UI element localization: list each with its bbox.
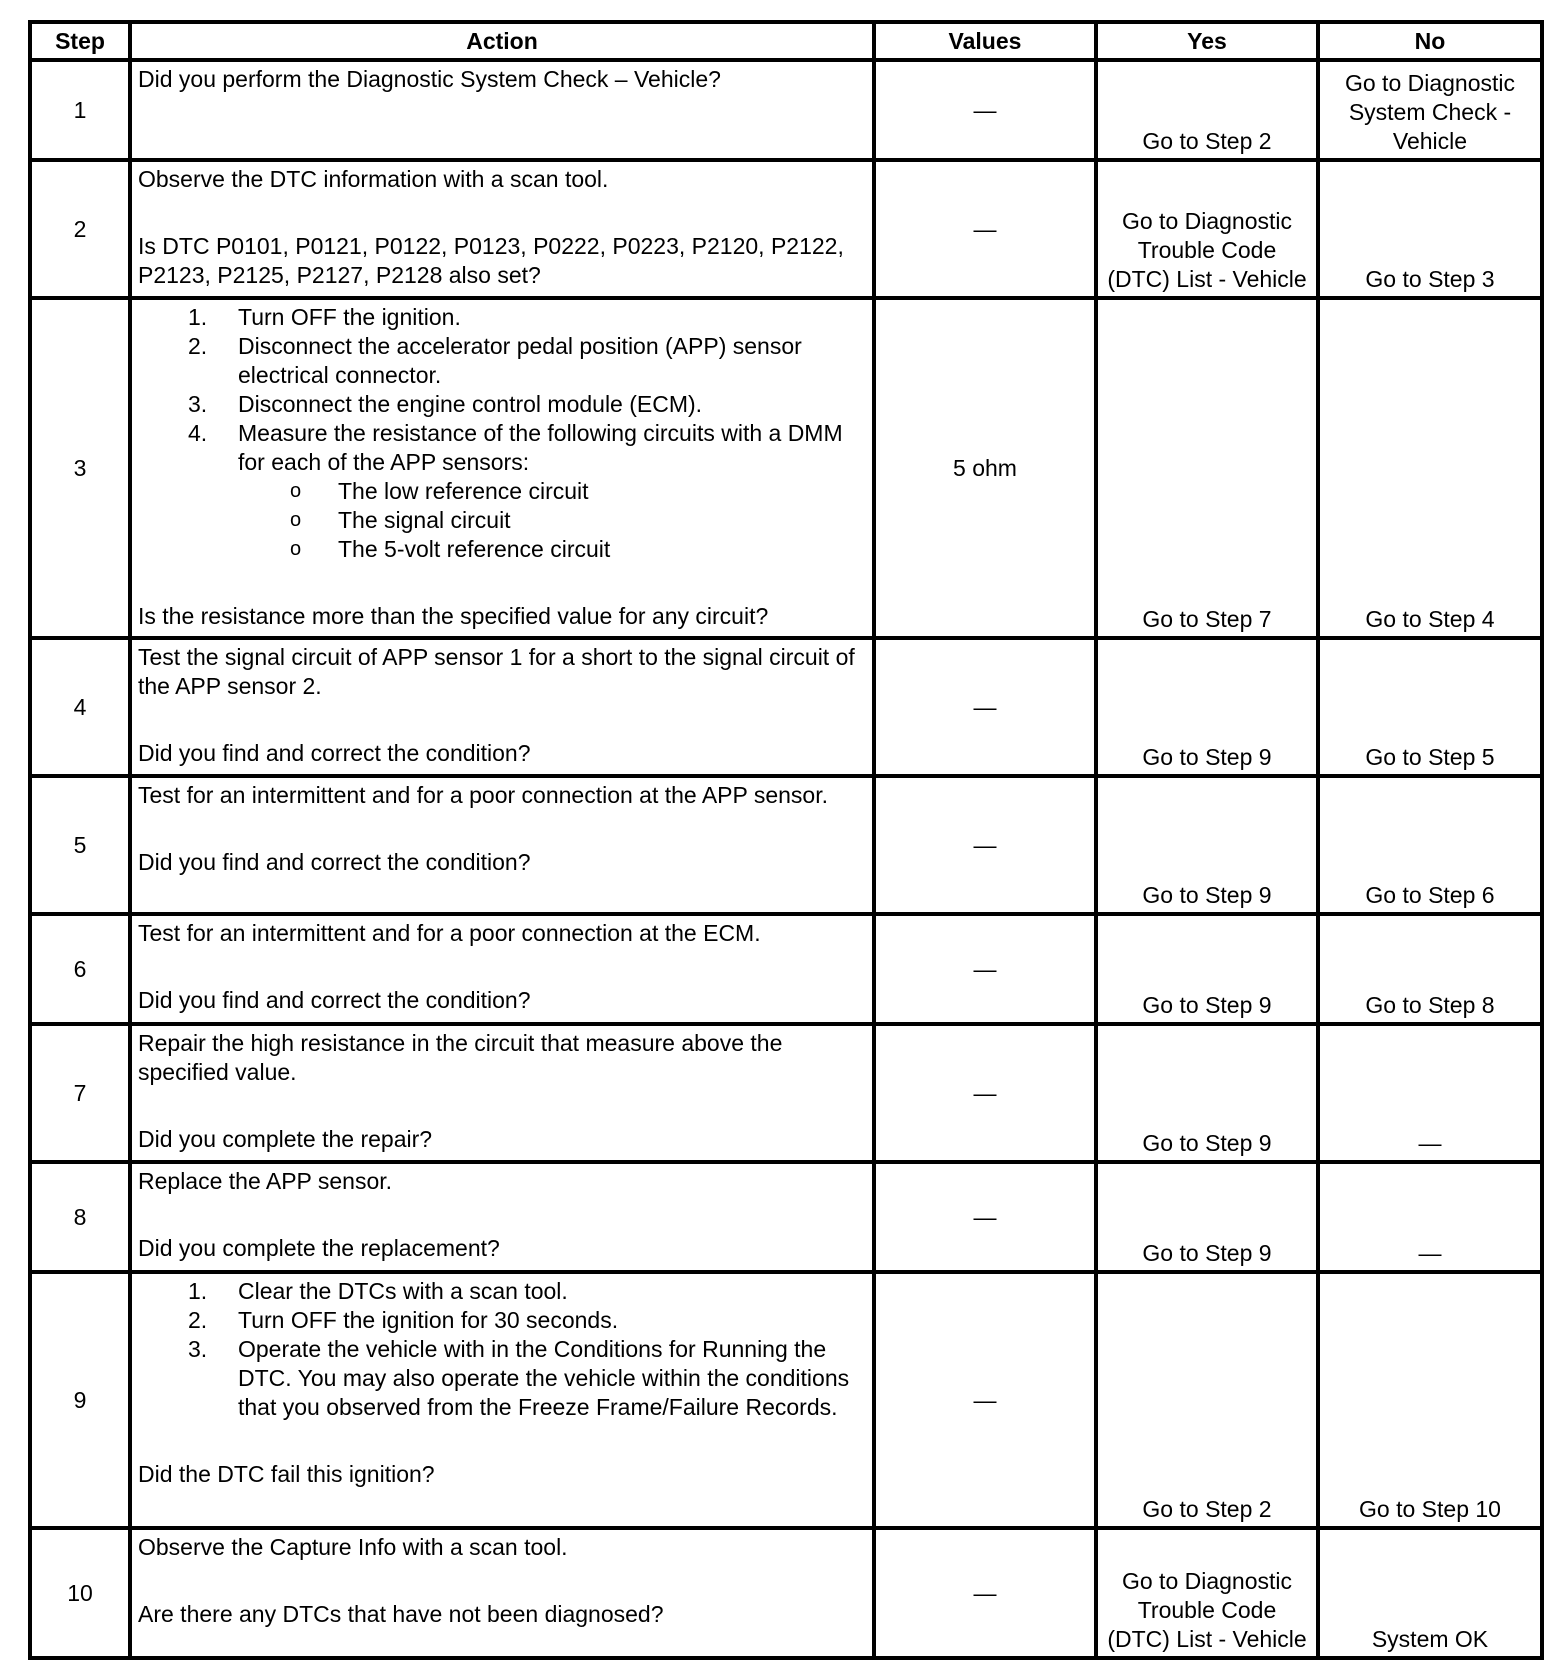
step-number: 9 (30, 1272, 130, 1528)
step-number: 1 (30, 60, 130, 160)
yes-cell: Go to Step 7 (1096, 298, 1318, 638)
action-text: Test for an intermittent and for a poor connection at the APP sensor. (138, 782, 828, 808)
table-row (30, 1272, 1542, 1528)
action-question: Are there any DTCs that have not been diagnosed? (138, 1601, 664, 1627)
yes-cell: Go to Step 9 (1096, 914, 1318, 1024)
yes-cell: Go to Step 9 (1096, 776, 1318, 914)
step-number: 5 (30, 776, 130, 914)
action-cell (130, 914, 874, 1024)
step-number: 2 (30, 160, 130, 298)
list-item: 4. Measure the resistance of the following circuits with a DMM for each of the APP sensors: (188, 420, 843, 475)
table-row (30, 1162, 1542, 1272)
bullet-icon: o (290, 480, 302, 502)
table-row (30, 60, 1542, 160)
table-row (30, 1024, 1542, 1162)
yes-cell: Go to Diagnostic Trouble Code (DTC) List - Vehicle (1096, 160, 1318, 298)
header-no: No (1318, 22, 1542, 60)
header-row (30, 22, 1542, 60)
action-cell (130, 60, 874, 160)
action-question: Did you complete the repair? (138, 1126, 433, 1152)
action-question: Did you find and correct the condition? (138, 849, 531, 875)
value-cell: — (874, 1162, 1096, 1272)
action-text: Repair the high resistance in the circuit that measure above the specified value. (138, 1030, 783, 1085)
table-row (30, 638, 1542, 776)
action-cell (130, 160, 874, 298)
value-cell: — (874, 60, 1096, 160)
no-cell: — (1318, 1024, 1542, 1162)
action-cell (130, 1272, 874, 1528)
action-text: Observe the Capture Info with a scan tool. (138, 1534, 568, 1560)
value-cell: — (874, 1024, 1096, 1162)
value-cell: — (874, 1528, 1096, 1658)
yes-cell: Go to Diagnostic Trouble Code (DTC) List - Vehicle (1096, 1528, 1318, 1658)
action-cell (130, 776, 874, 914)
value-cell: — (874, 638, 1096, 776)
yes-cell: Go to Step 9 (1096, 1162, 1318, 1272)
list-item: o The low reference circuit (290, 478, 589, 504)
no-cell: System OK (1318, 1528, 1542, 1658)
action-cell (130, 1024, 874, 1162)
header-yes: Yes (1096, 22, 1318, 60)
step-number: 8 (30, 1162, 130, 1272)
action-text: Test for an intermittent and for a poor connection at the ECM. (138, 920, 761, 946)
list-item: 2. Disconnect the accelerator pedal position (APP) sensor electrical connector. (188, 333, 802, 388)
action-cell (130, 638, 874, 776)
no-cell: — (1318, 1162, 1542, 1272)
circuit-list (138, 477, 866, 564)
action-question: Did you complete the replacement? (138, 1235, 500, 1261)
yes-cell: Go to Step 2 (1096, 60, 1318, 160)
no-cell: Go to Diagnostic System Check - Vehicle (1318, 60, 1542, 160)
value-cell: 5 ohm (874, 298, 1096, 638)
no-cell: Go to Step 10 (1318, 1272, 1542, 1528)
action-question: Did you find and correct the condition? (138, 987, 531, 1013)
action-question: Did the DTC fail this ignition? (138, 1461, 435, 1487)
list-item: o The signal circuit (290, 507, 511, 533)
action-text: Observe the DTC information with a scan tool. (138, 166, 609, 192)
value-cell: — (874, 914, 1096, 1024)
table-row (30, 1528, 1542, 1658)
list-item: 1. Clear the DTCs with a scan tool. (188, 1278, 568, 1304)
list-item: 2. Turn OFF the ignition for 30 seconds. (188, 1307, 619, 1333)
no-cell: Go to Step 6 (1318, 776, 1542, 914)
no-cell: Go to Step 5 (1318, 638, 1542, 776)
step-number: 7 (30, 1024, 130, 1162)
yes-cell: Go to Step 9 (1096, 638, 1318, 776)
action-question: Is DTC P0101, P0121, P0122, P0123, P0222, P0223, P2120, P2122, P2123, P2125, P2127, P2128 also set? (138, 233, 844, 288)
table-row (30, 914, 1542, 1024)
step-number: 10 (30, 1528, 130, 1658)
substep-list (138, 1277, 866, 1422)
bullet-icon: o (290, 509, 302, 531)
header-action: Action (130, 22, 874, 60)
action-cell (130, 298, 874, 638)
step-number: 6 (30, 914, 130, 1024)
no-cell: Go to Step 4 (1318, 298, 1542, 638)
list-item: 1. Turn OFF the ignition. (188, 304, 461, 330)
yes-cell: Go to Step 2 (1096, 1272, 1318, 1528)
value-cell: — (874, 160, 1096, 298)
list-item: o The 5-volt reference circuit (290, 536, 611, 562)
no-cell: Go to Step 3 (1318, 160, 1542, 298)
step-number: 4 (30, 638, 130, 776)
action-question: Is the resistance more than the specified value for any circuit? (138, 603, 769, 629)
table-row (30, 160, 1542, 298)
action-cell (130, 1528, 874, 1658)
step-number: 3 (30, 298, 130, 638)
header-step: Step (30, 22, 130, 60)
diagnostic-table (28, 20, 1544, 1660)
action-text: Did you perform the Diagnostic System Check – Vehicle? (138, 66, 721, 92)
list-item: 3. Disconnect the engine control module (ECM). (188, 391, 703, 417)
table-row (30, 776, 1542, 914)
yes-cell: Go to Step 9 (1096, 1024, 1318, 1162)
substep-list (138, 303, 866, 477)
value-cell: — (874, 776, 1096, 914)
action-text: Replace the APP sensor. (138, 1168, 393, 1194)
bullet-icon: o (290, 538, 302, 560)
list-item: 3. Operate the vehicle with in the Conditions for Running the DTC. You may also operate the vehicle within the conditions that you observed from the Freeze Frame/Failure Records. (188, 1336, 850, 1420)
header-values: Values (874, 22, 1096, 60)
action-question: Did you find and correct the condition? (138, 740, 531, 766)
value-cell: — (874, 1272, 1096, 1528)
no-cell: Go to Step 8 (1318, 914, 1542, 1024)
table-row (30, 298, 1542, 638)
action-cell (130, 1162, 874, 1272)
action-text: Test the signal circuit of APP sensor 1 for a short to the signal circuit of the APP sensor 2. (138, 644, 855, 699)
